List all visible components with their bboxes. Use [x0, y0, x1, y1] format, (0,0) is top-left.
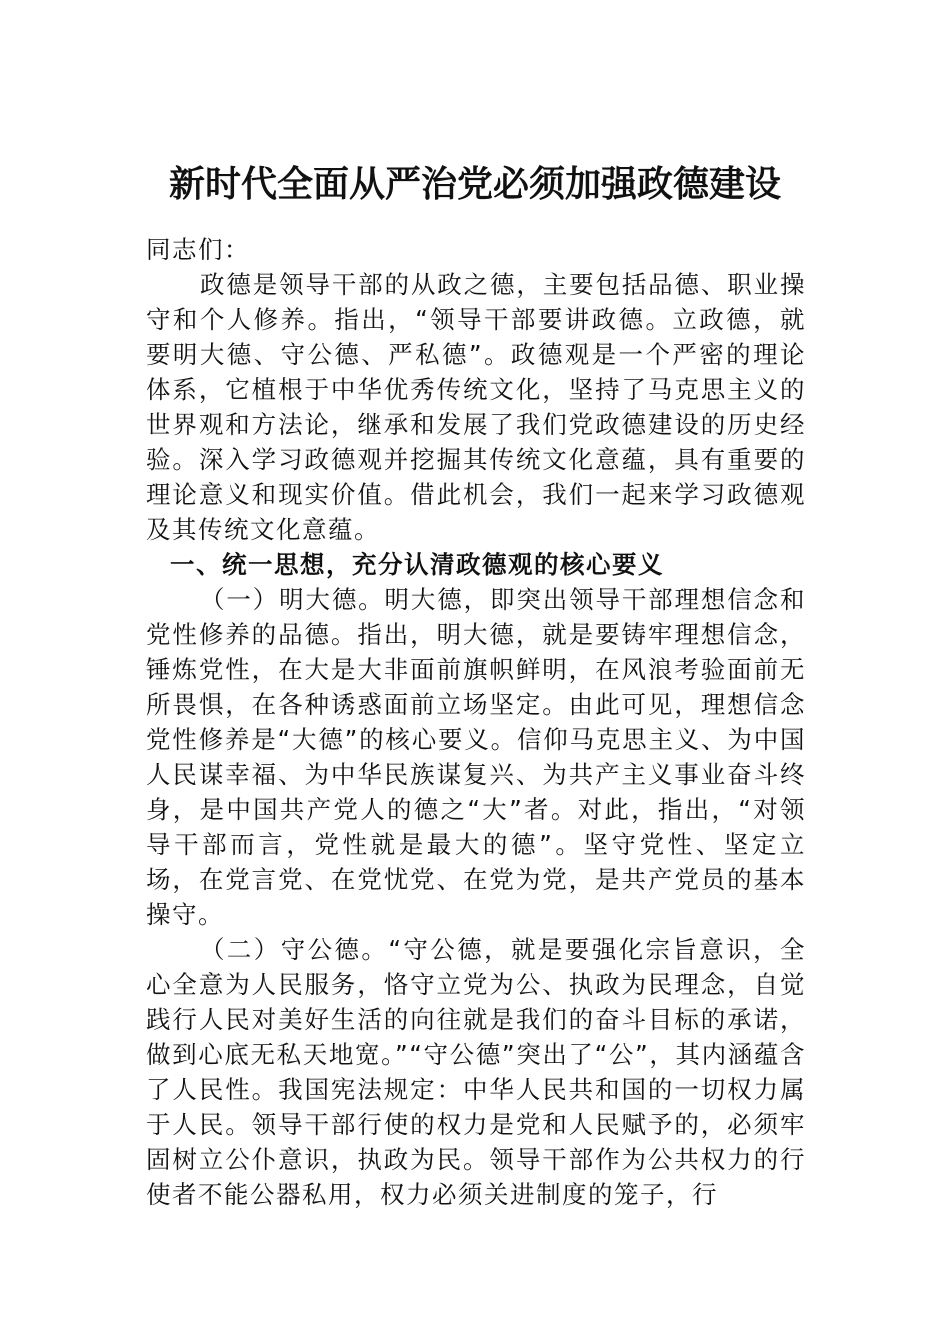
subsection-text-1: 明大德，即突出领导干部理想信念和党性修养的品德。指出，明大德，就是要铸牢理想信念，锤炼党性，在大是大非面前旗帜鲜明，在风浪考验面前无所畏惧，在各种诱惑面前立场坚定。由此可见，理想信念党性修养是“大德”的核心要义。信仰马克思主义、为中国人民谋幸福、为中华民族谋复兴、为共产主义事业奋斗终身，是中国共产党人的德之“大”者。对此，指出，“对领导干部而言，党性就是最大的德”。坚守党性、坚定立场，在党言党、在党忧党、在党为党，是共产党员的基本操守。 — [146, 585, 806, 929]
subsection-paragraph-1 — [146, 582, 806, 932]
subsection-paragraph-2 — [146, 932, 806, 1212]
document-body — [146, 230, 806, 1212]
intro-paragraph: 政德是领导干部的从政之德，主要包括品德、职业操守和个人修养。指出，“领导干部要讲政德。立政德，就要明大德、守公德、严私德”。政德观是一个严密的理论体系，它植根于中华优秀传统文化，坚持了马克思主义的世界观和方法论，继承和发展了我们党政德建设的历史经验。深入学习政德观并挖掘其传统文化意蕴，具有重要的理论意义和现实价值。借此机会，我们一起来学习政德观及其传统文化意蕴。 — [146, 270, 806, 544]
subsection-label-1: （一）明大德。 — [200, 585, 385, 614]
salutation: 同志们： — [146, 235, 250, 264]
subsection-text-2: “守公德，就是要强化宗旨意识，全心全意为人民服务，恪守立党为公、执政为民理念，自觉践行人民对美好生活的向往就是我们的奋斗目标的承诺，做到心底无私天地宽。”“守公德”突出了“公”，其内涵蕴含了人民性。我国宪法规定：中华人民共和国的一切权力属于人民。领导干部行使的权力是党和人民赋予的，必须牢固树立公仆意识，执政为民。领导干部作为公共权力的行使者不能公器私用，权力必须关进制度的笼子，行 — [146, 935, 807, 1209]
section-heading: 一、统一思想，充分认清政德观的核心要义 — [170, 550, 664, 579]
document-title: 新时代全面从严治党必须加强政德建设 — [168, 163, 781, 205]
subsection-label-2: （二）守公德。 — [200, 935, 389, 964]
